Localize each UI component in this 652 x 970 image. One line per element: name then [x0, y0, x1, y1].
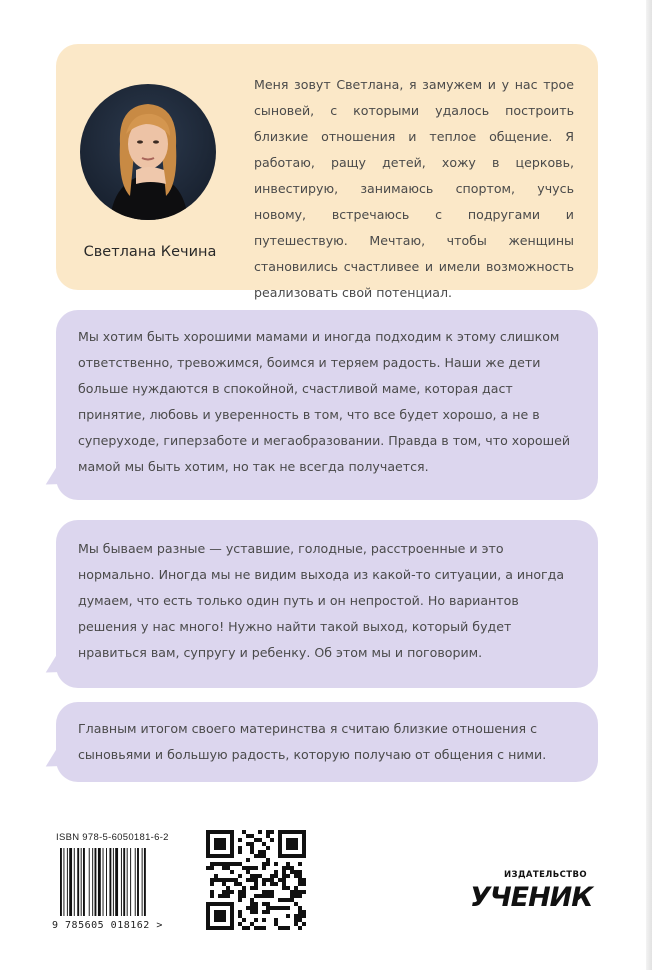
publisher-logo [470, 870, 600, 930]
barcode-icon [60, 848, 178, 916]
bubble-text: Мы бываем разные — уставшие, голодные, расстроенные и это нормально. Иногда мы не видим выхода из какой-то ситуации, а иногда думаем, что есть только один путь и он непростой. Но вариантов решения у нас много! Нужно найти такой выход, который будет нравиться вам, супругу и ребенку. Об этом мы и поговорим. [78, 541, 565, 660]
author-box [56, 44, 598, 300]
speech-bubble-3 [56, 702, 598, 782]
publisher-name: УЧЕНИК [470, 882, 593, 913]
bubble-tail [39, 647, 76, 684]
portrait-image [80, 84, 216, 220]
author-portrait [80, 84, 216, 220]
qr-code-icon [206, 830, 306, 930]
bubble-tail [39, 459, 76, 496]
bubble-text: Мы хотим быть хорошими мамами и иногда подходим к этому слишком ответственно, тревожимся, боимся и теряем радость. Наши же дети больше нуждаются в спокойной, счастливой маме, которая даст принятие, любовь и уверенность в том, что все будет хорошо, а не в суперуходе, гиперзаботе и мегаобразовании. Правда в том, что хорошей мамой мы быть хотим, но так не всегда получается. [78, 329, 571, 474]
speech-bubble-2 [56, 520, 598, 688]
page-edge [646, 0, 652, 970]
author-bio: Меня зовут Светлана, я замужем и у нас трое сыновей, с которыми удалось построить близкие отношения и теплое общение. Я работаю, ращу детей, хожу в церковь, инвестирую, занимаюсь спортом, учусь новому, встречаюсь с подругами и путешествую. Мечтаю, чтобы женщины становились счастливее и имели возможность реализовать свой потенциал. [254, 77, 574, 300]
publisher-label: ИЗДАТЕЛЬСТВО [504, 870, 587, 880]
bubble-text: Главным итогом своего материнства я считаю близкие отношения с сыновьями и большую радость, которую получаю от общения с ними. [78, 721, 547, 762]
speech-bubble-1 [56, 310, 598, 500]
bubble-tail [39, 741, 76, 778]
barcode-digits: 9 785605 018162 > [52, 920, 163, 931]
isbn-label: ISBN 978-5-6050181-6-2 [56, 832, 169, 843]
author-name: Светлана Кечина [83, 244, 217, 260]
